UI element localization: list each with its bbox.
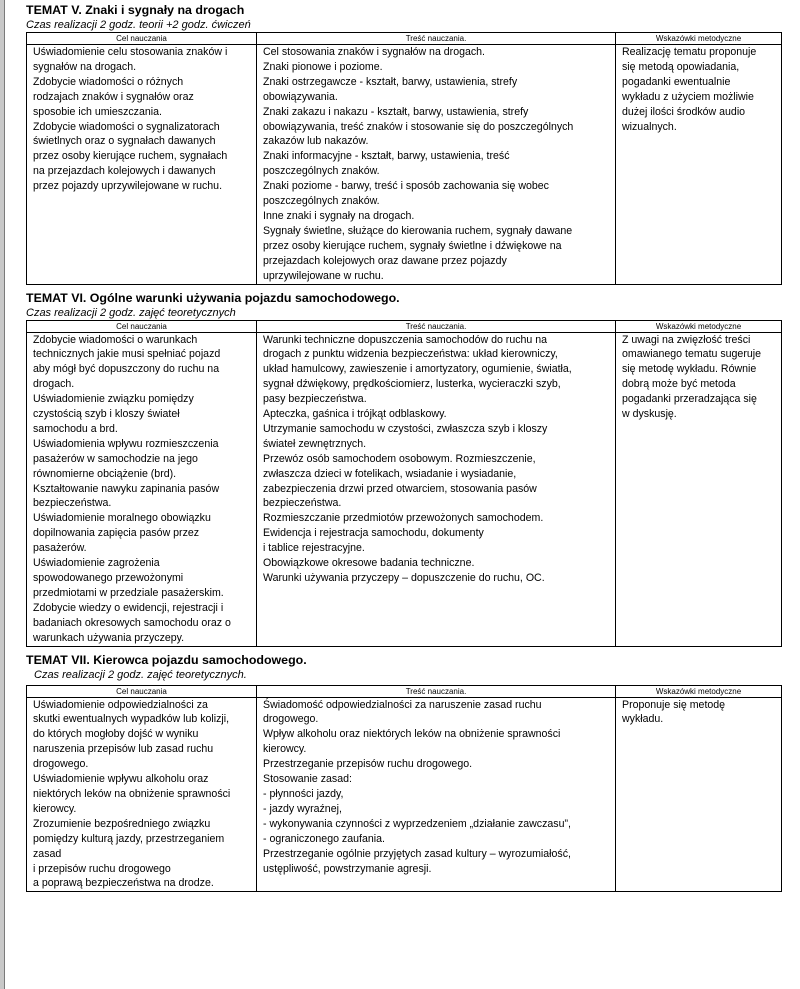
text-line: Znaki ostrzegawcze - kształt, barwy, ustawienia, strefy	[263, 75, 518, 88]
text-line: sygnałów na drogach.	[33, 60, 137, 73]
text-line: Utrzymanie samochodu w czystości, zwłaszcza szyb i kloszy	[263, 422, 548, 435]
text-line: Znaki informacyjne - kształt, barwy, ustawienia, treść	[263, 150, 510, 163]
text-line: się metodą opowiadania,	[622, 60, 740, 73]
text-line: Uświadomienie moralnego obowiązku	[33, 512, 211, 525]
cell-wskazowki	[616, 45, 782, 285]
text-line: bezpieczeństwa.	[263, 497, 342, 510]
text-line: Z uwagi na zwięzłość treści	[622, 333, 751, 346]
text-line: bezpieczeństwa.	[33, 497, 112, 510]
text-line: uprzywilejowane w ruchu.	[263, 269, 384, 282]
section-subtitle: Czas realizacji 2 godz. zajęć teoretycznych	[26, 306, 236, 319]
header-wskazowki: Wskazówki metodyczne	[616, 685, 782, 697]
text-line: drogach.	[33, 378, 75, 391]
header-cel: Cel nauczania	[27, 33, 257, 45]
text-line: przedmiotami w przedziale pasażerskim.	[33, 586, 224, 599]
text-line: - jazdy wyraźnej,	[263, 802, 342, 815]
section-temat-vii	[26, 652, 778, 893]
text-line: w dyskusję.	[622, 408, 677, 421]
header-tresc: Treść nauczania.	[257, 33, 616, 45]
header-wskazowki: Wskazówki metodyczne	[616, 33, 782, 45]
text-line: Zdobycie wiadomości o różnych	[33, 75, 184, 88]
text-line: Uświadomienie celu stosowania znaków i	[33, 46, 228, 58]
header-cel: Cel nauczania	[27, 685, 257, 697]
table-header-row	[27, 685, 782, 697]
cell-cel	[27, 45, 257, 285]
text-line: Zrozumienie bezpośredniego związku	[33, 817, 211, 830]
text-line: przez osoby kierujące ruchem, sygnały świetlne i dźwiękowe na	[263, 239, 562, 252]
text-line: zasad	[33, 847, 62, 860]
table-row	[27, 45, 782, 285]
cell-tresc	[257, 697, 616, 892]
text-line: badaniach okresowych samochodu oraz o	[33, 616, 231, 629]
text-line: przejazdach kolejowych oraz dawane przez pojazdy	[263, 254, 507, 267]
text-line: Obowiązkowe okresowe badania techniczne.	[263, 557, 475, 570]
header-cel: Cel nauczania	[27, 320, 257, 332]
text-line: pogadanki przeradzająca się	[622, 393, 757, 406]
curriculum-table	[26, 320, 782, 647]
header-tresc: Treść nauczania.	[257, 320, 616, 332]
text-line: Zdobycie wiedzy o ewidencji, rejestracji i	[33, 601, 224, 614]
page-left-edge	[0, 0, 5, 989]
text-line: równomierne obciążenie (brd).	[33, 467, 177, 480]
text-line: Kształtowanie nawyku zapinania pasów	[33, 482, 220, 495]
text-line: Inne znaki i sygnały na drogach.	[263, 209, 415, 222]
text-line: pomiędzy kulturą jazdy, przestrzeganiem	[33, 832, 225, 845]
text-line: dopilnowania zapięcia pasów przez	[33, 527, 200, 540]
text-line: Cel stosowania znaków i sygnałów na drogach.	[263, 46, 486, 58]
table-header-row	[27, 320, 782, 332]
text-line: Realizację tematu proponuje	[622, 46, 757, 58]
text-line: Przestrzeganie przepisów ruchu drogowego.	[263, 758, 473, 771]
text-line: pogadanki ewentualnie	[622, 75, 731, 88]
text-line: Przestrzeganie ogólnie przyjętych zasad kultury – wyrozumiałość,	[263, 847, 571, 860]
text-line: kierowcy.	[263, 743, 307, 756]
text-line: spowodowanego przewożonymi	[33, 572, 184, 584]
header-tresc: Treść nauczania.	[257, 685, 616, 697]
text-line: naruszenia przepisów lub zasad ruchu	[33, 743, 214, 756]
text-line: i przepisów ruchu drogowego	[33, 862, 171, 875]
text-line: drogach z punktu widzenia bezpieczeństwa: układ kierowniczy,	[263, 348, 558, 361]
text-line: Uświadomienia wpływu rozmieszczenia	[33, 437, 219, 450]
text-line: Znaki zakazu i nakazu - kształt, barwy, ustawienia, strefy	[263, 105, 529, 118]
header-wskazowki: Wskazówki metodyczne	[616, 320, 782, 332]
text-line: przez osoby kierujące ruchem, sygnałach	[33, 150, 228, 163]
text-line: układ hamulcowy, zawieszenie i amortyzatory, ogumienie, światła,	[263, 363, 572, 376]
cell-tresc	[257, 45, 616, 285]
text-line: do których mogłoby dojść w wyniku	[33, 728, 199, 741]
text-line: Rozmieszczanie przedmiotów przewożonych samochodem.	[263, 512, 544, 525]
section-title: TEMAT V. Znaki i sygnały na drogach	[26, 3, 245, 17]
text-line: Uświadomienie wpływu alkoholu oraz	[33, 773, 209, 786]
text-line: Apteczka, gaśnica i trójkąt odblaskowy.	[263, 408, 447, 421]
text-line: zabezpieczenia drzwi przed otwarciem, stosowania pasów	[263, 482, 537, 495]
text-line: - wykonywania czynności z wyprzedzeniem „działanie zawczasu”,	[263, 817, 571, 830]
text-line: technicznych jakie musi spełniać pojazd	[33, 348, 221, 361]
text-line: Wpływ alkoholu oraz niektórych leków na obniżenie sprawności	[263, 728, 561, 741]
text-line: wykładu.	[622, 713, 664, 726]
curriculum-table	[26, 685, 782, 893]
document-content	[26, 2, 778, 892]
text-line: Warunki techniczne dopuszczenia samochodów do ruchu na	[263, 333, 548, 346]
text-line: niektórych leków na obniżenie sprawności	[33, 787, 231, 800]
cell-cel	[27, 332, 257, 646]
text-line: obowiązywania, treść znaków i stosowanie się do poszczególnych	[263, 120, 574, 133]
text-line: Uświadomienie związku pomiędzy	[33, 393, 194, 406]
section-title: TEMAT VII. Kierowca pojazdu samochodowego.	[26, 652, 307, 667]
table-header-row	[27, 33, 782, 45]
table-row	[27, 697, 782, 892]
text-line: skutki ewentualnych wypadków lub kolizji,	[33, 713, 230, 726]
text-line: dużej ilości środków audio	[622, 105, 746, 118]
text-line: Ewidencja i rejestracja samochodu, dokumenty	[263, 527, 484, 540]
text-line: świetlnych oraz o sygnałach dawanych	[33, 135, 216, 148]
text-line: poszczególnych znaków.	[263, 165, 380, 178]
text-line: wykładu z użyciem możliwie	[622, 90, 754, 103]
section-subtitle: Czas realizacji 2 godz. teorii +2 godz. ćwiczeń	[26, 19, 251, 31]
text-line: obowiązywania.	[263, 90, 338, 103]
text-line: ustępliwość, powstrzymanie agresji.	[263, 862, 432, 875]
text-line: Znaki poziome - barwy, treść i sposób zachowania się wobec	[263, 180, 549, 193]
text-line: - ograniczonego zaufania.	[263, 832, 385, 845]
section-temat-vi	[26, 290, 778, 647]
section-title: TEMAT VI. Ogólne warunki używania pojazdu samochodowego.	[26, 290, 400, 305]
text-line: Warunki używania przyczepy – dopuszczenie do ruchu, OC.	[263, 572, 545, 584]
cell-cel	[27, 697, 257, 892]
text-line: zakazów lub nakazów.	[263, 135, 369, 148]
cell-wskazowki	[616, 697, 782, 892]
section-subtitle: Czas realizacji 2 godz. zajęć teoretycznych.	[34, 668, 247, 681]
text-line: warunkach używania przyczepy.	[33, 631, 185, 644]
text-line: Stosowanie zasad:	[263, 773, 352, 786]
text-line: kierowcy.	[33, 802, 77, 815]
cell-tresc	[257, 332, 616, 646]
text-line: Uświadomienie odpowiedzialności za	[33, 698, 208, 711]
text-line: aby mógł być dopuszczony do ruchu na	[33, 363, 220, 376]
text-line: Sygnały świetlne, służące do kierowania ruchem, sygnały dawane	[263, 224, 573, 237]
text-line: a poprawą bezpieczeństwa na drodze.	[33, 877, 214, 890]
text-line: i tablice rejestracyjne.	[263, 542, 365, 555]
text-line: pasażerów.	[33, 542, 87, 555]
curriculum-table	[26, 32, 782, 285]
text-line: Znaki pionowe i poziome.	[263, 60, 383, 73]
text-line: czystością szyb i kloszy świateł	[33, 408, 180, 421]
text-line: Zdobycie wiadomości o warunkach	[33, 333, 198, 346]
text-line: sygnał dźwiękowy, prędkościomierz, lusterka, wycieraczki szyb,	[263, 378, 561, 391]
text-line: Proponuje się metodę	[622, 698, 726, 711]
text-line: zwłaszcza dzieci w fotelikach, wsiadanie i wysiadanie,	[263, 467, 517, 480]
text-line: wizualnych.	[622, 120, 677, 133]
text-line: samochodu a brd.	[33, 422, 118, 435]
text-line: Świadomość odpowiedzialności za naruszenie zasad ruchu	[263, 698, 542, 711]
text-line: Uświadomienie zagrożenia	[33, 557, 160, 570]
text-line: - płynności jazdy,	[263, 787, 344, 800]
cell-wskazowki	[616, 332, 782, 646]
text-line: pasażerów w samochodzie na jego	[33, 452, 198, 465]
text-line: omawianego tematu sugeruje	[622, 348, 761, 361]
text-line: pasy bezpieczeństwa.	[263, 393, 367, 406]
text-line: poszczególnych znaków.	[263, 195, 380, 208]
text-line: świateł zewnętrznych.	[263, 437, 367, 450]
text-line: Przewóz osób samochodem osobowym. Rozmieszczenie,	[263, 452, 536, 465]
text-line: drogowego.	[33, 758, 89, 771]
table-row	[27, 332, 782, 646]
text-line: drogowego.	[263, 713, 319, 726]
text-line: Zdobycie wiadomości o sygnalizatorach	[33, 120, 220, 133]
text-line: dobrą może być metoda	[622, 378, 736, 391]
text-line: sposobie ich umieszczania.	[33, 105, 162, 118]
text-line: na przejazdach kolejowych i dawanych	[33, 165, 216, 178]
text-line: przez pojazdy uprzywilejowane w ruchu.	[33, 180, 223, 193]
text-line: się metodę wykładu. Równie	[622, 363, 757, 376]
section-temat-v	[26, 2, 778, 285]
text-line: rodzajach znaków i sygnałów oraz	[33, 90, 194, 103]
